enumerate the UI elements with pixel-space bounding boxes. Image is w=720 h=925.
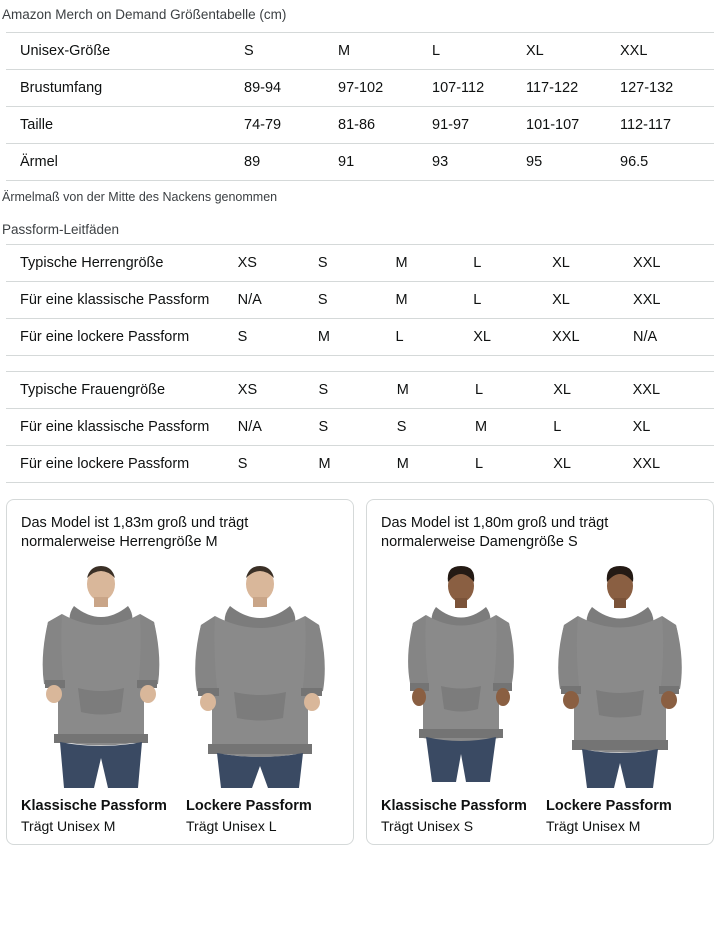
cell-mens-typical-4: L	[473, 254, 482, 271]
table-row	[6, 408, 714, 445]
cell-mens-typical-6: XXL	[633, 254, 661, 271]
cell-mens-typical-1: XS	[237, 254, 257, 271]
cell-womens-loose-3: M	[396, 455, 409, 472]
cell-waist-s: 74-79	[244, 116, 282, 133]
fit-labels-mens	[21, 798, 339, 834]
cell-chest-xxl: 127-132	[620, 79, 674, 96]
row-label-mens-classic-fit: Für eine klassische Passform	[20, 291, 210, 308]
cell-mens-loose-3: L	[395, 328, 404, 345]
womens-fit-table	[6, 371, 714, 483]
fit-label-mens-classic	[21, 798, 180, 834]
cell-mens-classic-2: S	[317, 291, 328, 308]
row-label-mens-loose-fit: Für eine lockere Passform	[20, 328, 190, 345]
fit-labels-womens	[381, 798, 699, 834]
cell-mens-classic-4: L	[473, 291, 482, 308]
cell-sleeve-s: 89	[244, 153, 261, 170]
column-header-s: S	[244, 42, 254, 59]
table-row	[6, 281, 714, 318]
table-spacer	[0, 356, 720, 371]
cell-waist-l: 91-97	[432, 116, 470, 133]
row-label-chest: Brustumfang	[20, 79, 103, 96]
fit-wears-mens-loose: Trägt Unisex L	[186, 817, 277, 834]
table-row	[6, 318, 714, 355]
table-row	[6, 143, 714, 180]
cell-chest-m: 97-102	[338, 79, 384, 96]
cell-womens-typical-2: S	[318, 381, 329, 398]
cell-chest-s: 89-94	[244, 79, 282, 96]
table-row	[6, 244, 714, 281]
measurements-table	[6, 32, 714, 181]
row-label-womens-loose-fit: Für eine lockere Passform	[20, 455, 190, 472]
cell-womens-typical-3: M	[396, 381, 409, 398]
model-card-mens	[6, 499, 354, 845]
fit-wears-womens-classic: Trägt Unisex S	[381, 817, 474, 834]
fit-label-womens-loose	[540, 798, 699, 834]
cell-womens-typical-6: XXL	[632, 381, 661, 398]
cell-womens-typical-1: XS	[237, 381, 258, 398]
cell-chest-l: 107-112	[432, 79, 485, 96]
table-row	[6, 106, 714, 143]
cell-womens-classic-3: S	[396, 418, 407, 435]
row-label-sleeve: Ärmel	[20, 153, 58, 170]
sleeve-measurement-note: Ärmelmaß von der Mitte des Nackens genommen	[2, 189, 278, 204]
page-title: Amazon Merch on Demand Größentabelle (cm)	[2, 7, 287, 22]
table-row	[6, 371, 714, 408]
mens-loose-fit-illustration	[185, 562, 335, 792]
cell-womens-classic-1: N/A	[237, 418, 262, 435]
model-caption-mens: Das Model ist 1,83m groß und trägt normalerweise Herrengröße M	[21, 514, 249, 551]
cell-womens-classic-6: XL	[632, 418, 651, 435]
cell-womens-loose-6: XXL	[632, 455, 661, 472]
column-header-size: Unisex-Größe	[20, 42, 111, 59]
cell-womens-loose-1: S	[237, 455, 248, 472]
figure-womens-loose	[540, 562, 699, 792]
cell-mens-loose-4: XL	[473, 328, 491, 345]
womens-classic-fit-illustration	[386, 562, 536, 792]
cell-mens-classic-6: XXL	[633, 291, 661, 308]
cell-mens-loose-5: XXL	[552, 328, 580, 345]
fit-guides-label: Passform-Leitfäden	[2, 221, 120, 237]
cell-sleeve-l: 93	[432, 153, 449, 170]
cell-sleeve-xl: 95	[526, 153, 543, 170]
table-row	[6, 69, 714, 106]
mens-classic-fit-illustration	[26, 562, 176, 792]
model-figures-mens	[21, 562, 339, 792]
cell-mens-loose-1: S	[237, 328, 248, 345]
column-header-m: M	[338, 42, 351, 59]
cell-womens-loose-4: L	[474, 455, 484, 472]
row-label-typical-womens-size: Typische Frauengröße	[20, 381, 166, 398]
model-cards-row	[0, 483, 720, 845]
cell-waist-xxl: 112-117	[620, 116, 672, 133]
model-card-womens	[366, 499, 714, 845]
cell-womens-classic-2: S	[318, 418, 329, 435]
fit-label-mens-loose	[180, 798, 339, 834]
row-label-typical-mens-size: Typische Herrengröße	[20, 254, 164, 271]
cell-sleeve-m: 91	[338, 153, 355, 170]
table-header-row	[6, 32, 714, 69]
womens-loose-fit-illustration	[545, 562, 695, 792]
cell-mens-classic-1: N/A	[237, 291, 262, 308]
figure-mens-classic	[21, 562, 180, 792]
fit-name-mens-loose: Lockere Passform	[186, 797, 312, 814]
cell-mens-typical-5: XL	[552, 254, 570, 271]
row-label-waist: Taille	[20, 116, 54, 133]
fit-name-womens-loose: Lockere Passform	[546, 797, 672, 814]
cell-waist-m: 81-86	[338, 116, 376, 133]
cell-mens-classic-5: XL	[552, 291, 570, 308]
cell-mens-typical-2: S	[317, 254, 328, 271]
mens-fit-table	[6, 244, 714, 356]
column-header-xxl: XXL	[620, 42, 648, 59]
cell-mens-classic-3: M	[395, 291, 408, 308]
cell-chest-xl: 117-122	[526, 79, 579, 96]
cell-womens-typical-4: L	[474, 381, 484, 398]
fit-label-womens-classic	[381, 798, 540, 834]
column-header-xl: XL	[526, 42, 544, 59]
cell-womens-loose-5: XL	[553, 455, 571, 472]
figure-mens-loose	[180, 562, 339, 792]
fit-wears-womens-loose: Trägt Unisex M	[546, 817, 641, 834]
fit-name-womens-classic: Klassische Passform	[381, 797, 527, 814]
cell-womens-loose-2: M	[318, 455, 331, 472]
cell-womens-classic-4: M	[474, 418, 488, 435]
cell-womens-classic-5: L	[553, 418, 562, 435]
fit-name-mens-classic: Klassische Passform	[21, 797, 167, 814]
cell-mens-loose-6: N/A	[633, 328, 658, 345]
row-label-womens-classic-fit: Für eine klassische Passform	[20, 418, 210, 435]
cell-womens-typical-5: XL	[553, 381, 571, 398]
model-caption-womens: Das Model ist 1,80m groß und trägt normalerweise Damengröße S	[381, 514, 609, 551]
fit-wears-mens-classic: Trägt Unisex M	[21, 817, 116, 834]
cell-sleeve-xxl: 96.5	[620, 153, 649, 170]
column-header-l: L	[432, 42, 441, 59]
model-figures-womens	[381, 562, 699, 792]
cell-mens-typical-3: M	[395, 254, 408, 271]
cell-mens-loose-2: M	[317, 328, 330, 345]
cell-waist-xl: 101-107	[526, 116, 580, 133]
table-row	[6, 445, 714, 482]
figure-womens-classic	[381, 562, 540, 792]
